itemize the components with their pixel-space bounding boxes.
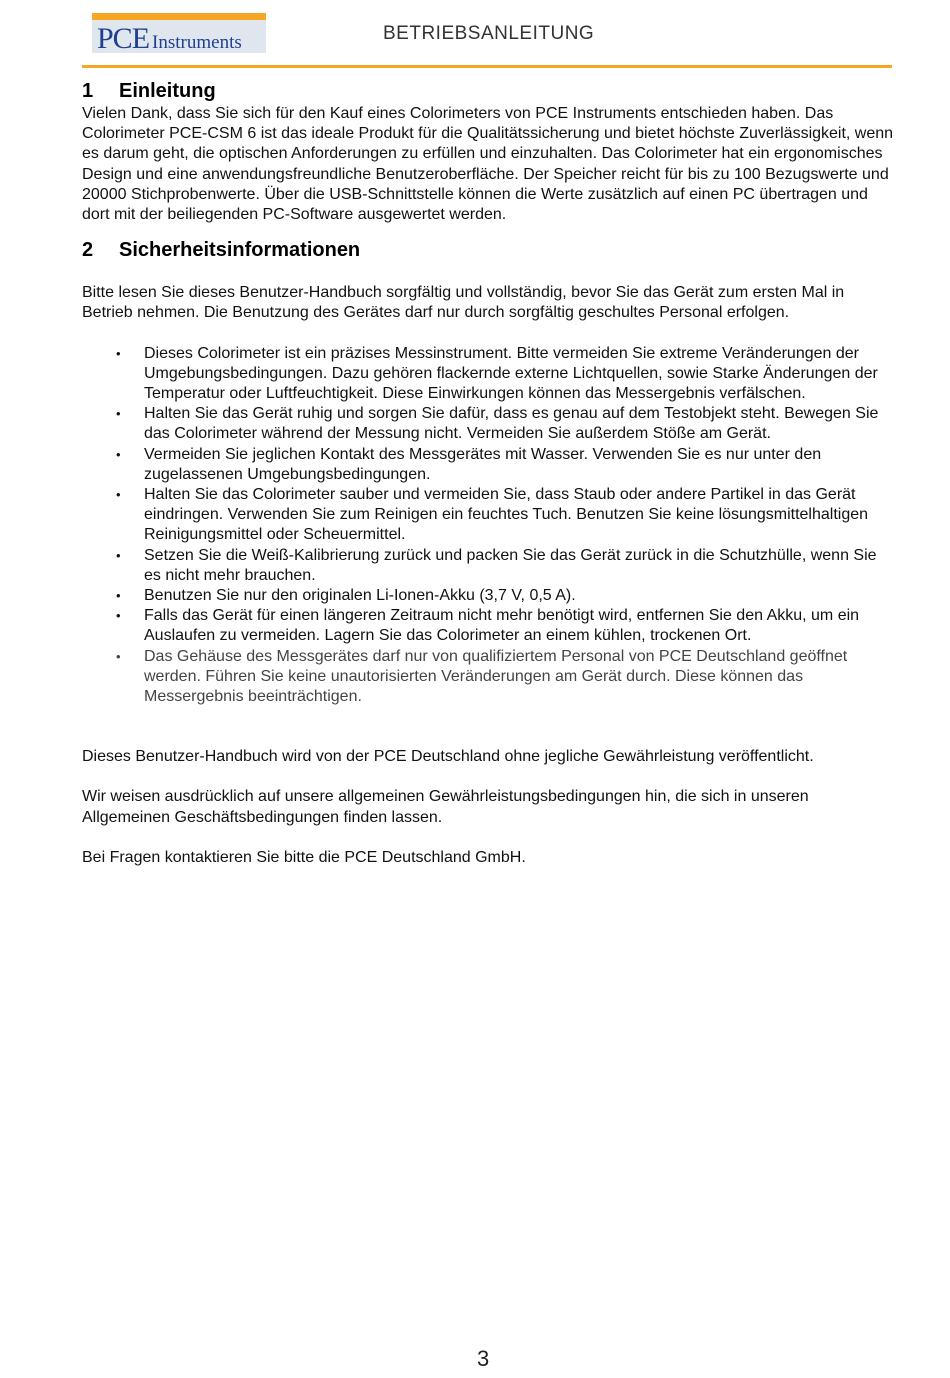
safety-item-text: Benutzen Sie nur den originalen Li-Ionen-Akku (3,7 V, 0,5 A). xyxy=(144,587,576,605)
safety-item-text: Das Gehäuse des Messgerätes darf nur von qualifiziertem Personal von PCE Deutschland geöffnet werden. Führen Sie keine unautorisierten Veränderungen am Gerät durch. Diese können das Messergebnis beeinträchtigen. xyxy=(144,647,848,706)
safety-item-text: Halten Sie das Colorimeter sauber und vermeiden Sie, dass Staub oder andere Partikel in das Gerät eindringen. Verwenden Sie zum Reinigen ein feuchtes Tuch. Benutzen Sie keine lösungsmittelhaltigen Reinigungsmittel oder Scheuermittel. xyxy=(144,486,869,544)
safety-item xyxy=(116,586,894,606)
header-divider xyxy=(82,65,892,68)
logo-accent-bar xyxy=(92,13,266,20)
bullet-icon: • xyxy=(116,608,121,624)
logo-text xyxy=(97,22,242,53)
safety-item-text: Halten Sie das Gerät ruhig und sorgen Sie dafür, dass es genau auf dem Testobjekt steht. Bewegen Sie das Colorimeter während der Messung nicht. Vermeiden Sie außerdem Stöße am Gerät. xyxy=(144,405,879,443)
warranty-text: Wir weisen ausdrücklich auf unsere allgemeinen Gewährleistungsbedingungen hin, die sich in unseren Allgemeinen Geschäftsbedingungen finden lassen. xyxy=(82,788,809,826)
safety-item xyxy=(116,647,894,708)
safety-item xyxy=(116,546,894,586)
safety-item xyxy=(116,445,894,485)
bullet-icon: • xyxy=(116,588,121,604)
bullet-icon: • xyxy=(116,345,121,361)
safety-item-text: Vermeiden Sie jeglichen Kontakt des Messgerätes mit Wasser. Verwenden Sie es nur unter den zugelassenen Umgebungsbedingungen. xyxy=(144,445,822,483)
safety-item xyxy=(116,404,894,444)
logo-instruments: Instruments xyxy=(152,32,242,53)
logo-box xyxy=(92,20,266,53)
contact-text: Bei Fragen kontaktieren Sie bitte die PCE Deutschland GmbH. xyxy=(82,848,526,866)
bullet-icon: • xyxy=(116,406,121,422)
page-number: 3 xyxy=(477,1346,490,1371)
safety-item-text: Dieses Colorimeter ist ein präzises Messinstrument. Bitte vermeiden Sie extreme Veränderungen der Umgebungsbedingungen. Dazu gehören flackernde externe Lichtquellen, sowie Starke Änderungen der Temperatur oder Luftfeuchtigkeit. Diese Einwirkungen können das Messergebnis verfälschen. xyxy=(144,344,878,403)
section-2-intro: Bitte lesen Sie dieses Benutzer-Handbuch sorgfältig und vollständig, bevor Sie das Gerät zum ersten Mal in Betrieb nehmen. Die Benutzung des Gerätes darf nur durch sorgfältig geschultes Personal erfolgen. xyxy=(82,284,845,322)
bullet-icon: • xyxy=(116,446,121,462)
section-2-title: Sicherheitsinformationen xyxy=(119,239,361,262)
section-2-heading xyxy=(82,237,894,263)
bullet-icon: • xyxy=(116,547,121,563)
safety-item-text: Setzen Sie die Weiß-Kalibrierung zurück und packen Sie das Gerät zurück in die Schutzhülle, wenn Sie es nicht mehr brauchen. xyxy=(144,546,877,584)
section-1-title: Einleitung xyxy=(119,80,216,102)
logo-pce: PCE xyxy=(97,22,150,53)
bullet-icon: • xyxy=(116,648,121,664)
section-1-heading xyxy=(82,78,894,104)
page-content xyxy=(82,78,894,868)
section-2-number: 2 xyxy=(82,239,94,262)
document-type-title: BETRIEBSANLEITUNG xyxy=(383,23,595,44)
section-1-number: 1 xyxy=(82,80,94,102)
safety-item xyxy=(116,485,894,546)
pce-instruments-logo xyxy=(92,13,266,53)
bullet-icon: • xyxy=(116,487,121,503)
safety-item xyxy=(116,344,894,405)
safety-list xyxy=(82,344,894,708)
section-1-text: Vielen Dank, dass Sie sich für den Kauf eines Colorimeters von PCE Instruments entschieden haben. Das Colorimeter PCE-CSM 6 ist das ideale Produkt für die Qualitätssicherung und bietet höchste Zuverlässigkeit, wenn es darum geht, die optischen Anforderungen zu erfüllen und einzuhalten. Das Colorimeter hat ein ergonomisches Design und eine anwendungsfreundliche Benutzeroberfläche. Der Speicher reicht für bis zu 100 Bezugswerte und 20000 Stichprobenwerte. Über die USB-Schnittstelle können die Werte zusätzlich auf einen PC übertragen und dort mit der beiliegenden PC-Software ausgewertet werden. xyxy=(82,105,894,224)
disclaimer-text: Dieses Benutzer-Handbuch wird von der PCE Deutschland ohne jegliche Gewährleistung veröffentlicht. xyxy=(82,748,814,766)
safety-item xyxy=(116,606,894,646)
safety-item-text: Falls das Gerät für einen längeren Zeitraum nicht mehr benötigt wird, entfernen Sie den Akku, um ein Auslaufen zu vermeiden. Lagern Sie das Colorimeter an einem kühlen, trockenen Ort. xyxy=(144,607,860,645)
